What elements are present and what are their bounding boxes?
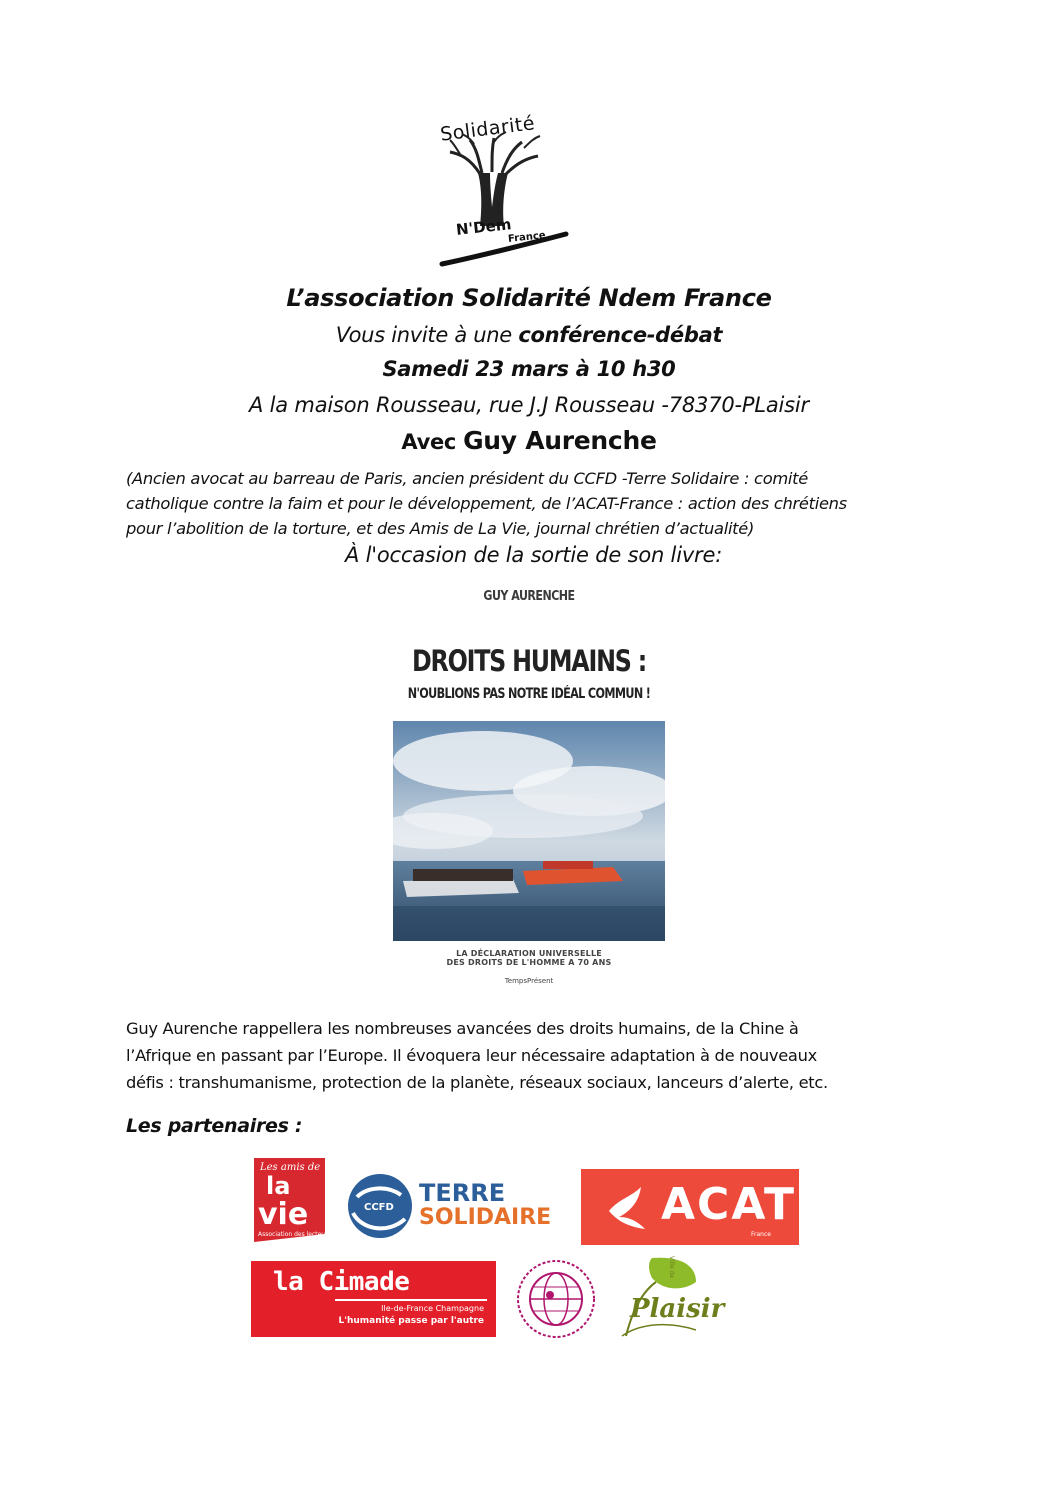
acat-sub: France <box>751 1231 771 1238</box>
speaker-line <box>0 426 1058 455</box>
dove-icon <box>601 1177 661 1237</box>
event-date: Samedi 23 mars à 10 h30 <box>382 357 676 381</box>
book-declaration-line: DES DROITS DE L'HOMME A 70 ANS <box>446 958 612 967</box>
amis-bottom-text: Association des lecteurs <box>258 1231 327 1238</box>
description-line: défis : transhumanisme, protection de la planète, réseaux sociaux, lanceurs d’alerte, etc. <box>126 1073 828 1092</box>
cimade-tagline: L'humanité passe par l'autre <box>338 1316 484 1326</box>
description-line: l’Afrique en passant par l’Europe. Il évoquera leur nécessaire adaptation à de nouveaux <box>126 1046 817 1065</box>
amis-de-la-vie-logo <box>252 1156 327 1244</box>
acat-name: ACAT <box>661 1179 796 1230</box>
ccfd-solidaire-text: SOLIDAIRE <box>419 1205 552 1230</box>
acat-logo <box>581 1169 799 1245</box>
invite-event: conférence-débat <box>518 323 723 347</box>
la-cimade-logo <box>251 1261 496 1337</box>
occasion-text: À l'occasion de la sortie de son livre: <box>345 543 723 567</box>
amis-vie-text: vie <box>258 1197 309 1232</box>
invite-line <box>0 323 1058 347</box>
amis-de-la-vie-badge <box>252 1156 327 1244</box>
book-author: GUY AURENCHE <box>483 589 575 604</box>
cimade-name: la Cimade <box>273 1267 410 1297</box>
cimade-region: Ile-de-France Champagne <box>381 1304 484 1313</box>
partners-heading: Les partenaires : <box>126 1115 303 1137</box>
ccfd-badge-text: CCFD <box>364 1202 394 1213</box>
logo-top-text: Solidarité <box>439 112 537 146</box>
plaisir-ville-text: Ville de <box>668 1256 675 1279</box>
solidarite-ndem-logo <box>420 112 570 270</box>
speaker-name: Guy Aurenche <box>463 426 657 455</box>
cimade-divider <box>335 1299 487 1301</box>
plaisir-name: Plaisir <box>630 1294 725 1324</box>
baobab-tree-icon <box>420 118 570 270</box>
association-title: L’association Solidarité Ndem France <box>286 284 772 312</box>
ville-de-plaisir-logo <box>612 1252 725 1340</box>
ycid-yvelines-logo <box>512 1255 604 1341</box>
description-line: Guy Aurenche rappellera les nombreuses avancées des droits humains, de la Chine à <box>126 1019 799 1038</box>
invite-prefix: Vous invite à une <box>335 323 519 347</box>
book-title: DROITS HUMAINS : <box>411 644 647 678</box>
book-cover-photo <box>393 721 665 941</box>
amis-la-text: la <box>266 1172 291 1200</box>
book-declaration-line: LA DÉCLARATION UNIVERSELLE <box>456 949 602 958</box>
ccfd-terre-solidaire-logo <box>347 1173 552 1241</box>
globe-icon <box>512 1255 604 1341</box>
amis-top-text: Les amis de <box>260 1162 321 1173</box>
description-paragraph <box>126 1015 926 1096</box>
event-place: A la maison Rousseau, rue J.J Rousseau -78370-PLaisir <box>249 393 809 417</box>
logo-ndem-text: N'Dem <box>455 215 513 239</box>
speaker-bio-line: (Ancien avocat au barreau de Paris, ancien président du CCFD -Terre Solidaire : comité <box>126 469 808 488</box>
book-publisher: TempsPrésent <box>504 977 554 985</box>
ccfd-hands-icon <box>347 1173 413 1239</box>
ccfd-terre-text: TERRE <box>419 1179 506 1207</box>
book-declaration <box>0 949 1058 967</box>
logo-france-text: France <box>507 230 547 245</box>
speaker-bio-line: pour l’abolition de la torture, et des Amis de La Vie, journal chrétien d’actualité) <box>126 519 755 538</box>
book-subtitle: N'OUBLIONS PAS NOTRE IDÉAL COMMUN ! <box>407 686 651 702</box>
speaker-bio <box>126 466 946 541</box>
with-label: Avec <box>401 430 464 454</box>
speaker-bio-line: catholique contre la faim et pour le développement, de l’ACAT-France : action des chrétiens <box>126 494 847 513</box>
